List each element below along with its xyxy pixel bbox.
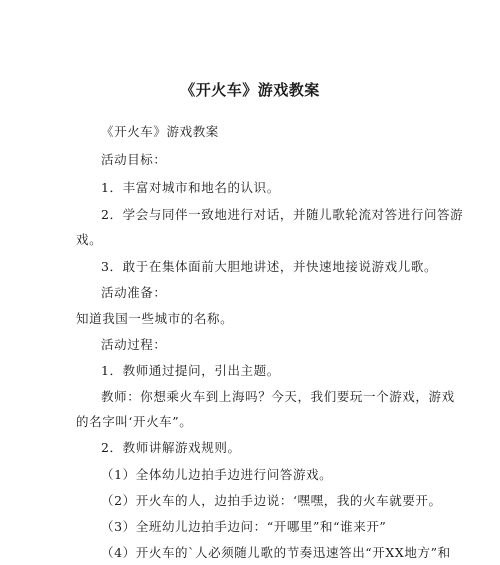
text-line: 2．教师讲解游戏规则。 (101, 440, 241, 455)
document-title: 《开火车》游戏教案 (180, 81, 320, 99)
text-line: 1．教师通过提问，引出主题。 (101, 363, 280, 378)
text-line: （3）全班幼儿边拍手边问：“开哪里”和“谁来开” (101, 519, 387, 534)
text-line: 教师：你想乘火车到上海吗？今天，我们要玩一个游戏，游戏 (101, 389, 455, 404)
text-line: 《开火车》游戏教案 (101, 124, 219, 139)
text-line: （2）开火车的人，边拍手边说：‘嘿嘿，我的火车就要开。 (101, 493, 442, 508)
text-line: 1．丰富对城市和地名的认识。 (101, 180, 280, 195)
text-line: 的名字叫‘开火车”。 (76, 414, 193, 429)
text-line: 活动目标： (101, 152, 167, 167)
text-line: （4）开火车的`人必须随儿歌的节奏迅速答出“开XX地方”和 (101, 545, 451, 560)
text-line: （1）全体幼儿边拍手边进行问答游戏。 (101, 467, 333, 482)
text-line: 知道我国一些城市的名称。 (76, 311, 234, 326)
text-line: 活动准备： (101, 285, 167, 300)
text-line: 2．学会与同伴一致地进行对话，并随儿歌轮流对答进行问答游 (101, 207, 464, 222)
text-line: 戏。 (76, 232, 103, 247)
text-line: 活动过程： (101, 337, 167, 352)
text-line: 3．敢于在集体面前大胆地讲述，并快速地接说游戏儿歌。 (101, 259, 438, 274)
